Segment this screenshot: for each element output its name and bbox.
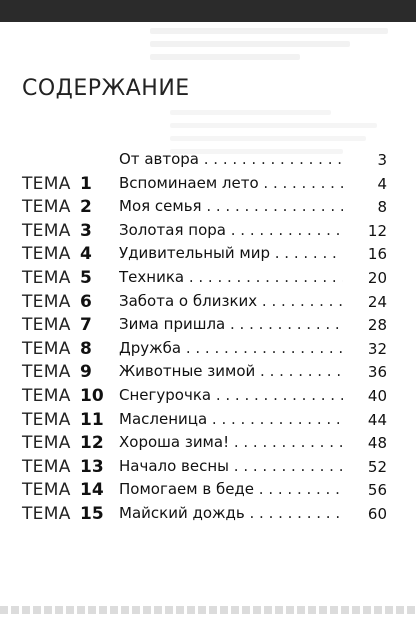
entry-title: Дружба . . .	[119, 339, 343, 357]
theme-number: 2	[80, 197, 92, 218]
entry-title: Моя семья . . .	[119, 197, 343, 215]
entry-title: Майский дождь . . .	[119, 504, 343, 522]
page-number: 60	[367, 504, 387, 523]
theme-number: 10	[80, 385, 104, 406]
entry-title: Хороша зима! . . .	[119, 433, 343, 451]
theme-word: ТЕМА	[22, 173, 71, 194]
toc-row	[0, 242, 416, 266]
theme-number: 4	[80, 244, 92, 265]
theme-word: ТЕМА	[22, 433, 71, 454]
theme-word: ТЕМА	[22, 338, 71, 359]
entry-title: Зима пришла . . .	[119, 315, 343, 333]
page-number: 32	[367, 339, 387, 358]
theme-number: 5	[80, 267, 92, 288]
theme-word: ТЕМА	[22, 197, 71, 218]
page-number: 36	[367, 363, 387, 382]
theme-word: ТЕМА	[22, 503, 71, 524]
theme-number: 6	[80, 291, 92, 312]
theme-number: 8	[80, 338, 92, 359]
theme-number: 9	[80, 362, 92, 383]
toc-row	[0, 384, 416, 408]
theme-number: 14	[80, 480, 104, 501]
page-number: 44	[367, 410, 387, 429]
page-number: 48	[367, 434, 387, 453]
toc-row	[0, 195, 416, 219]
theme-number: 3	[80, 220, 92, 241]
page-title: СОДЕРЖАНИЕ	[22, 76, 190, 101]
theme-word: ТЕМА	[22, 456, 71, 477]
entry-title: Техника . . .	[119, 268, 343, 286]
page-number: 40	[367, 386, 387, 405]
bottom-decorative-rule	[0, 606, 416, 614]
theme-number: 7	[80, 315, 92, 336]
theme-number: 15	[80, 503, 104, 524]
theme-word: ТЕМА	[22, 291, 71, 312]
theme-word: ТЕМА	[22, 315, 71, 336]
theme-word: ТЕМА	[22, 480, 71, 501]
table-of-contents	[0, 148, 416, 526]
page-number: 28	[367, 316, 387, 335]
theme-number: 11	[80, 409, 104, 430]
toc-row	[0, 431, 416, 455]
toc-row	[0, 478, 416, 502]
toc-row	[0, 360, 416, 384]
page-number: 52	[367, 457, 387, 476]
page-number: 20	[367, 268, 387, 287]
toc-row	[0, 148, 416, 172]
toc-row	[0, 408, 416, 432]
theme-word: ТЕМА	[22, 267, 71, 288]
theme-number: 1	[80, 173, 92, 194]
entry-title: Масленица . . .	[119, 410, 343, 428]
entry-title: Снегурочка . . .	[119, 386, 343, 404]
entry-title: Вспоминаем лето . . .	[119, 174, 343, 192]
theme-number: 13	[80, 456, 104, 477]
entry-title: Начало весны . . .	[119, 457, 343, 475]
page-number: 3	[377, 151, 387, 169]
page-number: 8	[377, 198, 387, 217]
theme-word: ТЕМА	[22, 220, 71, 241]
entry-title: Удивительный мир . . .	[119, 244, 343, 262]
toc-row	[0, 313, 416, 337]
entry-title: Животные зимой . . .	[119, 362, 343, 380]
entry-title: Забота о близких . . .	[119, 292, 343, 310]
toc-row	[0, 219, 416, 243]
toc-row	[0, 172, 416, 196]
toc-row	[0, 290, 416, 314]
page-number: 16	[367, 245, 387, 264]
page-number: 12	[367, 221, 387, 240]
page-number: 56	[367, 481, 387, 500]
page-number: 4	[377, 174, 387, 193]
theme-word: ТЕМА	[22, 409, 71, 430]
toc-row	[0, 455, 416, 479]
theme-word: ТЕМА	[22, 244, 71, 265]
toc-row	[0, 266, 416, 290]
toc-row	[0, 502, 416, 526]
theme-word: ТЕМА	[22, 362, 71, 383]
toc-row	[0, 337, 416, 361]
top-bar	[0, 0, 416, 22]
entry-title: Золотая пора . . .	[119, 221, 343, 239]
page-number: 24	[367, 292, 387, 311]
entry-title: От автора . . .	[119, 150, 343, 168]
theme-number: 12	[80, 433, 104, 454]
bleed-through-text	[150, 28, 400, 67]
entry-title: Помогаем в беде . . .	[119, 480, 343, 498]
theme-word: ТЕМА	[22, 385, 71, 406]
